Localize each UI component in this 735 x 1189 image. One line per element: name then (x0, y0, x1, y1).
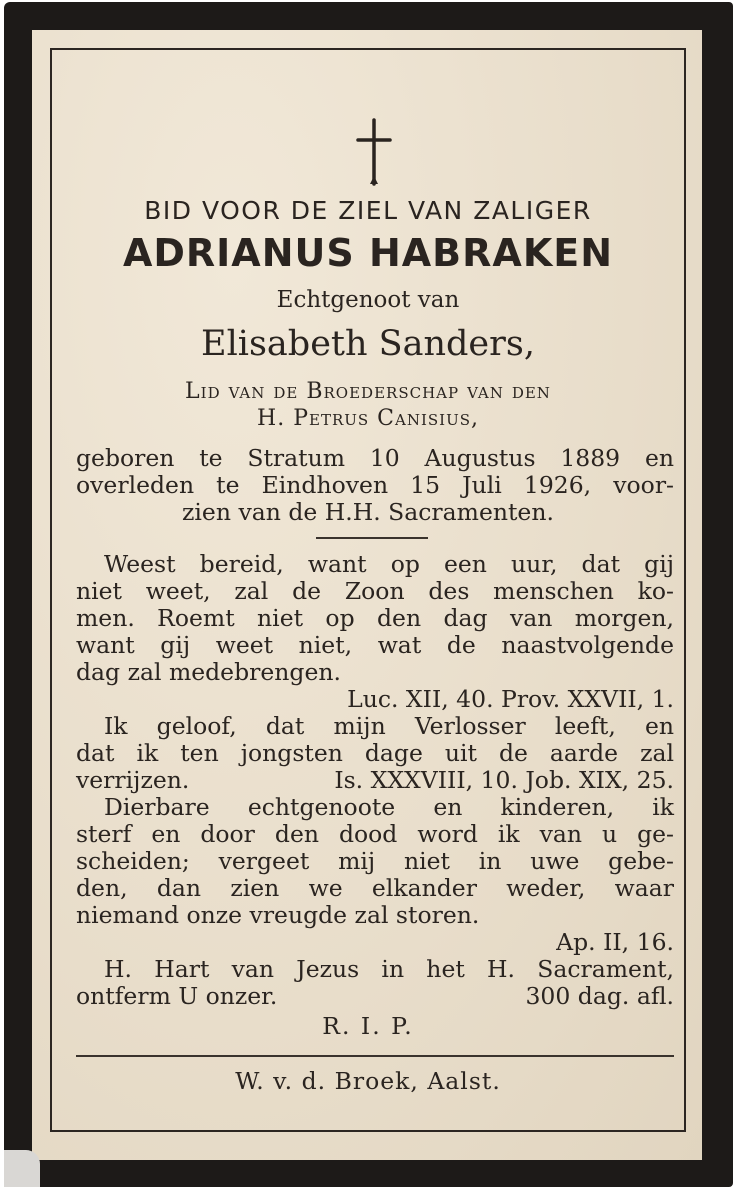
verse1-line-3: men. Roemt niet op den dag van morgen, (76, 604, 674, 632)
heading: BID VOOR DE ZIEL VAN ZALIGER (144, 196, 592, 225)
membership-line-2: H. Petrus Canisius, (257, 406, 479, 431)
bio-line-1: geboren te Stratum 10 Augustus 1889 en (76, 444, 674, 472)
bio-line-2: overleden te Eindhoven 15 Juli 1926, voor- (76, 471, 674, 499)
verse2-line-2: dat ik ten jongsten dage uit de aarde zal (76, 739, 674, 767)
footer-divider (76, 1055, 674, 1057)
prayer-line-2: ontferm U onzer. (76, 982, 278, 1010)
verse2-reference: Is. XXXVIII, 10. Job. XIX, 25. (334, 766, 674, 794)
spouse-intro: Echtgenoot van (276, 287, 460, 313)
latin-cross-icon (354, 118, 394, 188)
verse3-line-5: niemand onze vreugde zal storen. (76, 901, 480, 929)
verse3-line-2: sterf en door den dood word ik van u ge- (76, 820, 674, 848)
verse2-line-3: verrijzen. (76, 766, 190, 794)
verse1-line-4: want gij weet niet, wat de naastvolgende (76, 631, 674, 659)
rip: R. I. P. (322, 1012, 414, 1040)
divider (316, 537, 428, 539)
indulgence: 300 dag. afl. (525, 982, 674, 1010)
deceased-name: ADRIANUS HABRAKEN (122, 231, 614, 275)
printer-credit: W. v. d. Broek, Aalst. (235, 1067, 501, 1095)
verse1-line-1: Weest bereid, want op een uur, dat gij (104, 550, 674, 578)
prayer-line-1: H. Hart van Jezus in het H. Sacrament, (104, 955, 674, 983)
verse1-line-2: niet weet, zal de Zoon des menschen ko- (76, 577, 674, 605)
verse3-line-1: Dierbare echtgenoote en kinderen, ik (104, 793, 674, 821)
verse3-line-3: scheiden; vergeet mij niet in uwe gebe- (76, 847, 674, 875)
verse1-line-5: dag zal medebrengen. (76, 658, 341, 686)
verse3-line-4: den, dan zien we elkander weder, waar (76, 874, 674, 902)
bio-line-3: zien van de H.H. Sacramenten. (182, 498, 554, 526)
verse2-line-1: Ik geloof, dat mijn Verlosser leeft, en (104, 712, 674, 740)
verse1-reference: Luc. XII, 40. Prov. XXVII, 1. (347, 685, 674, 713)
corner-tear (4, 1150, 40, 1187)
membership-line-1: Lid van de Broederschap van den (185, 379, 551, 404)
verse3-reference: Ap. II, 16. (556, 928, 674, 956)
spouse-name: Elisabeth Sanders, (201, 324, 535, 364)
